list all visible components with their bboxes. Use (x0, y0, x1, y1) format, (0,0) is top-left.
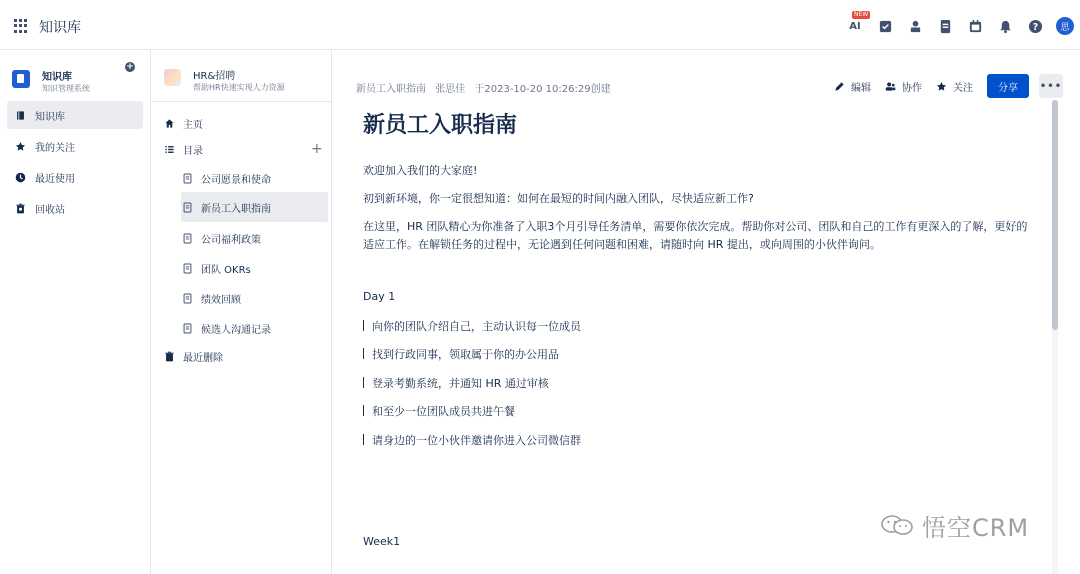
task-text: 向你的团队介绍自己，主动认识每一位成员 (372, 320, 581, 333)
left-sidebar (0, 50, 151, 574)
doc-heading-week1: Week1 (363, 535, 401, 548)
task-check-icon[interactable] (876, 17, 894, 35)
document-tree-panel (151, 50, 332, 574)
star-icon (936, 81, 947, 92)
doc-author: 张思佳 (435, 84, 466, 95)
more-options-button[interactable]: ••• (1039, 74, 1063, 98)
wechat-icon (880, 514, 914, 536)
calendar-icon[interactable] (966, 17, 984, 35)
task-item (363, 403, 515, 419)
trash-icon (14, 202, 26, 214)
space-header[interactable] (151, 50, 332, 102)
add-doc-button[interactable]: + (311, 141, 323, 157)
top-bar (0, 0, 1080, 50)
sidebar-item-label: 知识库 (35, 111, 65, 123)
tree-doc-item[interactable] (181, 313, 328, 343)
sidebar-item-label: 最近使用 (35, 173, 75, 185)
clock-icon (14, 171, 26, 183)
watermark (880, 508, 1029, 542)
list-icon (163, 143, 175, 155)
top-toolbar (846, 11, 1074, 38)
tree-doc-item[interactable] (181, 163, 328, 193)
edit-label: 编辑 (851, 82, 871, 94)
sidebar-item-following[interactable] (7, 132, 143, 160)
app-title: 知识库 (39, 20, 81, 36)
document-icon[interactable] (936, 17, 954, 35)
doc-icon (181, 232, 193, 244)
tree-doc-label: 团队 OKRs (201, 264, 251, 276)
sidebar-item-label: 我的关注 (35, 142, 75, 154)
tree-item-recent-deleted[interactable] (163, 341, 328, 371)
document-main (332, 50, 1080, 574)
edit-button[interactable] (834, 79, 871, 94)
tree-doc-item-active[interactable] (181, 192, 328, 222)
doc-heading-day1: Day 1 (363, 290, 396, 303)
doc-paragraph: 在这里，HR 团队精心为你准备了入职3个月引导任务清单，需要你依次完成。帮助你对公司、团队和自己的工作有更深入的了解，更好的适应工作。在解锁任务的过程中，无论遇到任何问题和困难，请随时向 HR 提出，或向周围的小伙伴询问。 (363, 220, 1028, 251)
doc-actions (834, 74, 1063, 98)
kb-subtitle: 知识管理系统 (42, 84, 90, 93)
task-item (363, 432, 581, 448)
doc-meta (356, 80, 617, 95)
tree-item-label: 最近删除 (183, 352, 223, 364)
sidebar-item-recent[interactable] (7, 163, 143, 191)
tree-doc-label: 新员工入职指南 (201, 203, 271, 215)
help-icon[interactable] (1026, 17, 1044, 35)
tree-doc-item[interactable] (181, 253, 328, 283)
app-grid-icon[interactable] (14, 19, 28, 33)
task-text: 和至少一位团队成员共进午餐 (372, 405, 515, 418)
tree-item-label: 主页 (183, 119, 203, 131)
pencil-icon (834, 81, 845, 92)
collaborate-button[interactable] (885, 79, 922, 94)
doc-title: 新员工入职指南 (363, 113, 518, 138)
new-badge: NEW (854, 11, 869, 18)
doc-paragraph: 初到新环境，你一定很想知道：如何在最短的时间内融入团队，尽快适应新工作? (363, 192, 754, 205)
task-item (363, 346, 559, 362)
sidebar-item-knowledge-base[interactable] (7, 101, 143, 129)
kb-name: 知识库 (42, 72, 72, 83)
doc-created-time: 于2023-10-20 10:26:29创建 (474, 84, 611, 95)
doc-icon (181, 262, 193, 274)
ai-label: AI (849, 20, 861, 32)
share-button[interactable]: 分享 (987, 74, 1029, 98)
follow-label: 关注 (953, 82, 973, 94)
scrollbar-thumb[interactable] (1052, 100, 1058, 330)
task-item (363, 318, 581, 334)
space-logo (164, 69, 181, 86)
task-item (363, 375, 549, 391)
breadcrumb[interactable]: 新员工入职指南 (356, 84, 426, 95)
kb-header (12, 62, 142, 101)
tree-doc-label: 公司福利政策 (201, 234, 261, 246)
space-name: HR&招聘 (193, 71, 236, 82)
contacts-icon[interactable] (906, 17, 924, 35)
ai-button[interactable] (846, 11, 869, 35)
sidebar-item-label: 回收站 (35, 204, 65, 216)
trash-icon (163, 350, 175, 362)
home-icon (163, 117, 175, 129)
follow-button[interactable] (936, 79, 973, 94)
tree-doc-item[interactable] (181, 223, 328, 253)
tree-doc-label: 绩效回顾 (201, 294, 241, 306)
watermark-text: 悟空CRM (922, 513, 1030, 542)
tree-item-label: 目录 (183, 145, 203, 157)
doc-paragraph: 欢迎加入我们的大家庭! (363, 164, 478, 177)
doc-icon (181, 322, 193, 334)
people-icon (885, 81, 896, 92)
collaborate-label: 协作 (902, 82, 922, 94)
tree-item-catalog[interactable] (163, 134, 328, 164)
doc-icon (181, 201, 193, 213)
task-text: 找到行政同事，领取属于你的办公用品 (372, 348, 559, 361)
add-kb-button[interactable]: + (126, 62, 134, 72)
task-text: 请身边的一位小伙伴邀请你进入公司微信群 (372, 434, 581, 447)
doc-icon (181, 292, 193, 304)
space-description: 帮助HR快速实现人力资源 (193, 83, 285, 92)
doc-icon (181, 172, 193, 184)
tree-doc-label: 公司愿景和使命 (201, 174, 271, 186)
avatar[interactable]: 思 (1056, 17, 1074, 35)
tree-doc-label: 候选人沟通记录 (201, 324, 271, 336)
svg-text:?: ? (1032, 21, 1038, 33)
book-icon (14, 109, 26, 121)
task-text: 登录考勤系统，并通知 HR 通过审核 (372, 377, 549, 390)
kb-logo-icon (12, 70, 30, 88)
tree-doc-item[interactable] (181, 283, 328, 313)
sidebar-item-trash[interactable] (7, 194, 143, 222)
bell-icon[interactable] (996, 17, 1014, 35)
star-icon (14, 140, 26, 152)
